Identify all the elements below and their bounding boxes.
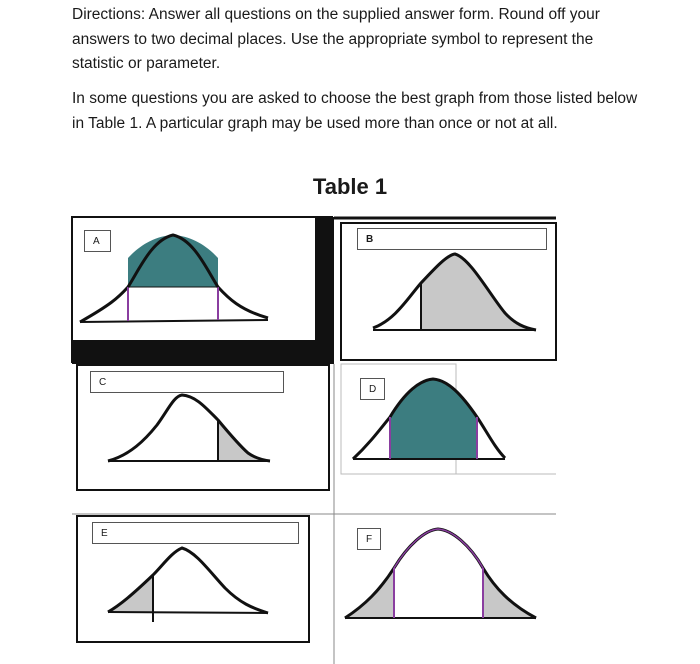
graph-label-d: D [360, 378, 385, 400]
graph-label-e: E [92, 522, 299, 544]
instructions-text: In some questions you are asked to choose the best graph from those listed below in Table 1. A particular graph may be used more than once or not at all. [72, 90, 638, 132]
directions-text: Directions: Answer all questions on the supplied answer form. Round off your answers to two decimal places. Use the appropriate symbol to represent the statistic or parameter. [72, 6, 600, 72]
graph-label-f: F [357, 528, 381, 550]
table-title: Table 1 [312, 174, 388, 199]
graph-label-c: C [90, 371, 284, 393]
graph-label-b: B [357, 228, 547, 250]
graph-label-a: A [84, 230, 111, 252]
